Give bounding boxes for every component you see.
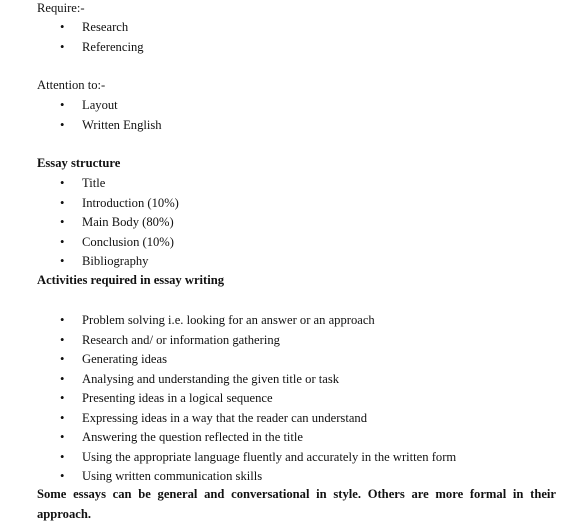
list-item: • Presenting ideas in a logical sequence	[60, 391, 273, 405]
activities-list	[0, 312, 588, 488]
list-item: • Title	[60, 176, 106, 190]
list-item: • Answering the question reflected in the title	[60, 430, 304, 444]
list-item: • Research	[60, 20, 129, 34]
bullet-icon: •	[60, 195, 65, 210]
bullet-icon: •	[60, 234, 65, 249]
attention-heading: Attention to:-	[37, 78, 106, 92]
essay-structure-heading: Essay structure	[37, 156, 121, 170]
list-item: • Problem solving i.e. looking for an answer or an approach	[60, 313, 375, 327]
list-item: • Main Body (80%)	[60, 215, 174, 229]
attention-list	[0, 97, 588, 136]
list-item: • Conclusion (10%)	[60, 234, 174, 249]
bullet-icon: •	[60, 176, 65, 190]
list-item: • Using written communication skills	[60, 469, 263, 483]
list-item: • Bibliography	[60, 254, 149, 268]
bullet-icon: •	[60, 313, 65, 327]
bullet-icon: •	[60, 352, 65, 366]
list-item: • Research and/ or information gathering	[60, 332, 280, 347]
list-item: • Generating ideas	[60, 352, 167, 366]
essay-structure-list	[0, 175, 588, 273]
bullet-icon: •	[60, 215, 65, 229]
list-item: • Introduction (10%)	[60, 195, 179, 210]
list-item: • Referencing	[60, 39, 144, 54]
bullet-icon: •	[60, 449, 65, 464]
bullet-icon: •	[60, 430, 65, 444]
bullet-icon: •	[60, 371, 65, 386]
bullet-icon: •	[60, 254, 65, 268]
list-item: • Expressing ideas in a way that the reader can understand	[60, 410, 368, 425]
require-list	[0, 19, 588, 58]
activities-heading: Activities required in essay writing	[37, 273, 225, 287]
list-item: • Analysing and understanding the given title or task	[60, 371, 340, 386]
closing-paragraph: Some essays can be general and conversational in style. Others are more formal in their approach.	[37, 487, 556, 521]
list-item: • Written English	[60, 117, 162, 132]
bullet-icon: •	[60, 117, 65, 132]
list-item: • Using the appropriate language fluently and accurately in the written form	[60, 449, 457, 464]
bullet-icon: •	[60, 469, 65, 483]
bullet-icon: •	[60, 410, 65, 425]
bullet-icon: •	[60, 20, 65, 34]
list-item: • Layout	[60, 98, 118, 112]
bullet-icon: •	[60, 39, 65, 54]
require-heading: Require:-	[37, 1, 85, 15]
bullet-icon: •	[60, 98, 65, 112]
bullet-icon: •	[60, 391, 65, 405]
bullet-icon: •	[60, 332, 65, 347]
